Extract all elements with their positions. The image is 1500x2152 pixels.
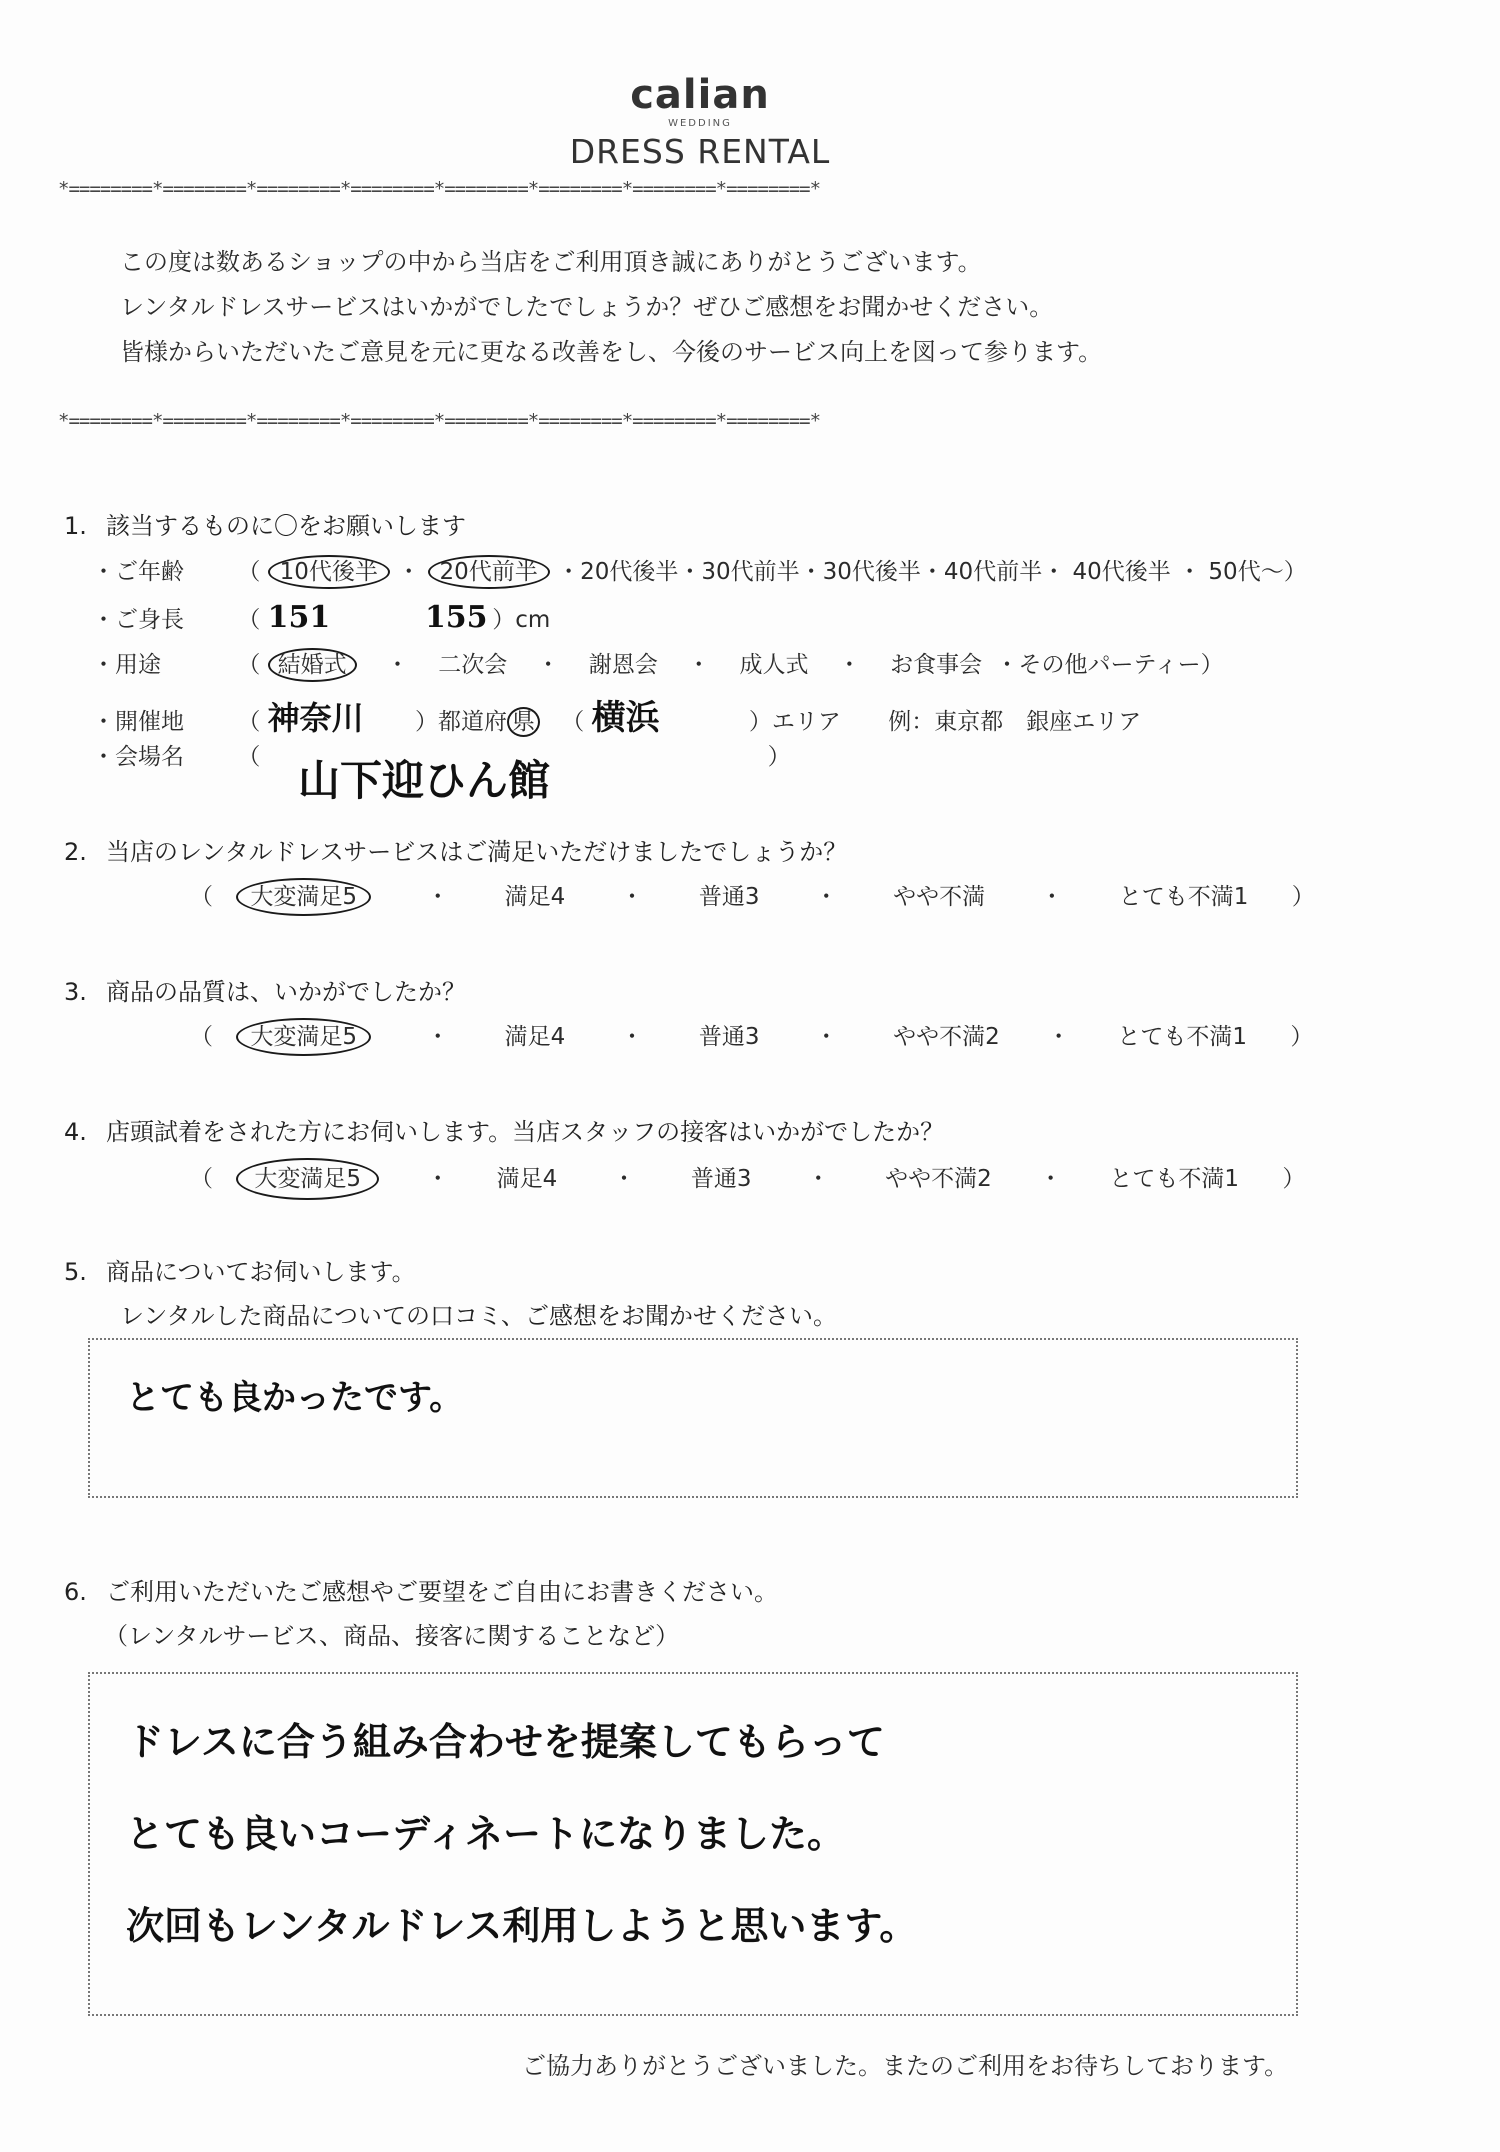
q4-options (190, 1160, 1305, 1193)
venue-close-paren: ） (767, 744, 791, 770)
question-text: 商品についてお伺いします。 (106, 1258, 416, 1286)
q3-options (190, 1018, 1313, 1051)
question-3-title (64, 972, 466, 1007)
place-example: 例：東京都 銀座エリア (888, 709, 1142, 735)
q5-answer-handwritten: とても良かったです。 (126, 1378, 464, 1418)
question-text: ご利用いただいたご感想やご要望をご自由にお書きください。 (106, 1578, 778, 1606)
question-4-title (64, 1112, 944, 1147)
city-handwritten: 横浜 (591, 698, 660, 738)
city-suffix: ）エリア (748, 709, 841, 735)
age-options-middle[interactable]: ・20代後半・30代前半・30代後半・40代前半・ (557, 559, 1066, 585)
separator: ・ (426, 1166, 450, 1192)
use-open-paren: （ (237, 652, 261, 678)
q6-answer-box[interactable] (88, 1672, 1298, 2016)
document-title: DRESS RENTAL (569, 132, 831, 171)
prefecture-suffix: ）都道府 (414, 709, 507, 735)
question-5-title (64, 1252, 416, 1287)
venue-label: ・会場名 (92, 744, 184, 770)
separator: ・ (814, 884, 838, 910)
prefecture-handwritten: 神奈川 (267, 699, 364, 737)
use-option[interactable]: 謝恩会 (588, 652, 658, 678)
use-separator: ・ (687, 652, 711, 678)
separator: ・ (612, 1166, 636, 1192)
use-separator: ・ (536, 652, 560, 678)
question-number: 5. (64, 1258, 87, 1286)
q6-answer-handwritten (126, 1696, 917, 1972)
question-2-title (64, 832, 847, 867)
close-paren: ） (1291, 884, 1315, 910)
age-separator: ・ (1178, 559, 1202, 585)
age-separator: ・ (397, 559, 421, 585)
separator: ・ (1047, 1024, 1071, 1050)
height-max-handwritten: 155 (424, 600, 488, 635)
question-5-subtitle: レンタルした商品についての口コミ、ご感想をお聞かせください。 (120, 1302, 837, 1330)
separator: ・ (814, 1024, 838, 1050)
use-option[interactable]: 成人式 (739, 652, 809, 678)
question-number: 2. (64, 838, 87, 866)
question-1-title (64, 506, 466, 541)
separator: ・ (620, 884, 644, 910)
use-separator: ・ (837, 652, 861, 678)
rating-option[interactable]: やや不満2 (885, 1166, 992, 1192)
divider-top: *========*========*========*========*========*========*========*========* (58, 178, 821, 200)
height-unit: ）cm (492, 607, 551, 633)
separator: ・ (620, 1024, 644, 1050)
q2-options (190, 878, 1315, 911)
footer-thanks: ご協力ありがとうございました。またのご利用をお待ちしております。 (522, 2052, 1289, 2080)
age-row (92, 553, 1307, 586)
height-open-paren: （ (237, 607, 261, 633)
place-open-paren: （ (237, 709, 261, 735)
height-label: ・ご身長 (92, 607, 184, 633)
intro-line: 皆様からいただいたご意見を元に更なる改善をし、今後のサービス向上を図って参ります。 (120, 338, 1103, 366)
intro-text (120, 240, 1102, 375)
question-number: 1. (64, 512, 87, 540)
rating-option-selected[interactable]: 大変満足5 (236, 878, 371, 916)
separator: ・ (426, 1024, 450, 1050)
intro-line: レンタルドレスサービスはいかがでしたでしょうか？ぜひご感想をお聞かせください。 (120, 293, 1054, 321)
height-min-handwritten: 151 (267, 600, 331, 635)
rating-option[interactable]: 満足4 (504, 884, 566, 910)
use-option[interactable]: お食事会 (890, 652, 983, 678)
rating-option[interactable]: とても不満1 (1118, 884, 1249, 910)
brand-logo: calian (630, 72, 770, 118)
rating-option[interactable]: 普通3 (690, 1166, 752, 1192)
answer-line: 次回もレンタルドレス利用しようと思います。 (126, 1903, 918, 1948)
rating-option[interactable]: 普通3 (698, 1024, 760, 1050)
use-option-selected[interactable]: 結婚式 (268, 648, 357, 682)
rating-option[interactable]: 満足4 (496, 1166, 558, 1192)
rating-option[interactable]: 普通3 (698, 884, 760, 910)
open-paren: （ (190, 884, 213, 910)
use-option[interactable]: ・その他パーティー） (995, 652, 1224, 678)
separator: ・ (1039, 1166, 1063, 1192)
prefecture-type-circled: 県 (507, 707, 540, 737)
venue-open-paren: （ (237, 744, 261, 770)
answer-line: とても良いコーディネートになりました。 (126, 1811, 845, 1856)
place-label: ・開催地 (92, 709, 184, 735)
separator: ・ (426, 884, 450, 910)
venue-handwritten: 山下迎ひん館 (298, 756, 551, 805)
use-separator: ・ (385, 652, 409, 678)
question-text: 店頭試着をされた方にお伺いします。当店スタッフの接客はいかがでしたか？ (106, 1118, 945, 1146)
place-row (92, 690, 1141, 739)
use-row (92, 646, 1224, 679)
rating-option[interactable]: とても不満1 (1117, 1024, 1248, 1050)
open-paren: （ (190, 1166, 213, 1192)
city-open-paren: （ (561, 709, 585, 735)
open-paren: （ (190, 1024, 213, 1050)
rating-option[interactable]: やや不満 (893, 884, 986, 910)
brand-logo-sub: WEDDING (668, 118, 732, 129)
question-number: 4. (64, 1118, 87, 1146)
answer-line: ドレスに合う組み合わせを提案してもらって (126, 1719, 885, 1764)
rating-option[interactable]: とても不満1 (1109, 1166, 1240, 1192)
rating-option[interactable]: 満足4 (504, 1024, 566, 1050)
use-label: ・用途 (92, 652, 161, 678)
question-text: 商品の品質は、いかがでしたか？ (106, 978, 466, 1006)
question-text: 当店のレンタルドレスサービスはご満足いただけましたでしょうか？ (106, 838, 848, 866)
age-option[interactable]: 40代後半 (1072, 559, 1171, 585)
rating-option-selected[interactable]: 大変満足5 (236, 1158, 379, 1200)
rating-option-selected[interactable]: 大変満足5 (236, 1018, 371, 1056)
close-paren: ） (1282, 1166, 1306, 1192)
intro-line: この度は数あるショップの中から当店をご利用頂き誠にありがとうございます。 (120, 248, 982, 276)
question-number: 6. (64, 1578, 87, 1606)
age-option-selected[interactable]: 10代後半 (268, 555, 390, 589)
age-open-paren: （ (237, 559, 261, 585)
separator: ・ (806, 1166, 830, 1192)
close-paren: ） (1290, 1024, 1314, 1050)
divider-bottom: *========*========*========*========*========*========*========*========* (58, 410, 821, 432)
rating-option[interactable]: やや不満2 (893, 1024, 1000, 1050)
age-option-selected[interactable]: 20代前半 (428, 555, 550, 589)
question-number: 3. (64, 978, 87, 1006)
question-text: 該当するものに〇をお願いします (106, 512, 466, 540)
separator: ・ (1040, 884, 1064, 910)
age-option[interactable]: 50代～） (1208, 559, 1307, 585)
q5-answer-box[interactable] (88, 1338, 1298, 1498)
use-option[interactable]: 二次会 (438, 652, 508, 678)
age-label: ・ご年齢 (92, 559, 184, 585)
question-6-title (64, 1572, 778, 1607)
height-row (92, 600, 550, 635)
question-6-subtitle: （レンタルサービス、商品、接客に関することなど） (104, 1622, 680, 1650)
